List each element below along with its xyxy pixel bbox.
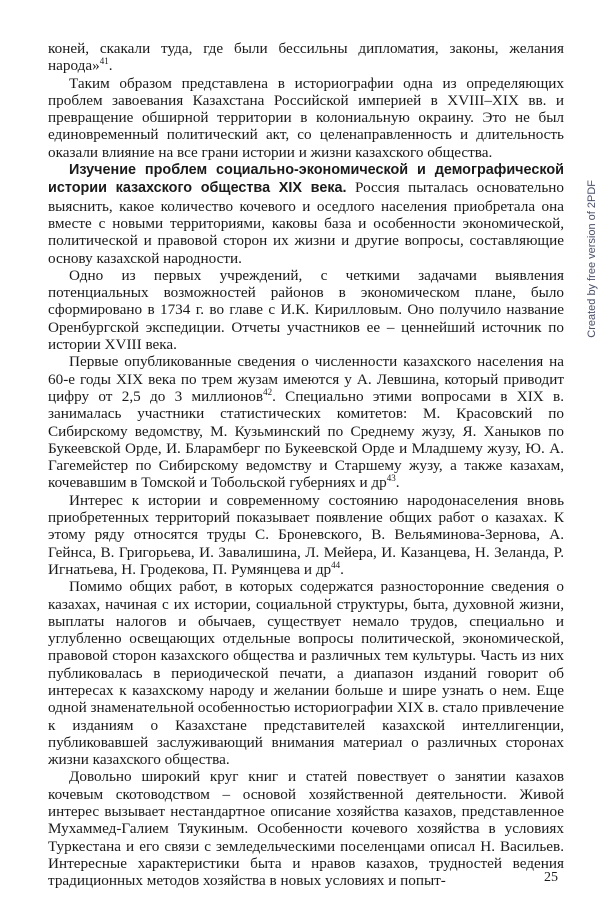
page-body bbox=[48, 40, 564, 890]
watermark-text: Created by free version of 2PDF bbox=[586, 180, 598, 338]
page-number: 25 bbox=[544, 870, 558, 885]
footnote-ref-43[interactable]: 43 bbox=[386, 473, 396, 484]
paragraph-3: Одно из первых учреждений, с четкими задачами выявления потенциальных возможностей районов в экономическом плане, было сформировано в 1734 г. во главе с И.К. Кирилловым. Оно получило название Оренбургской экспедиции. Отчеты участников ее – ценнейший источник по истории XVIII века. bbox=[48, 266, 564, 354]
paragraph-4: Первые опубликованные сведения о численности казахского населения на 60-е годы XIX века по трем жузам имеются у А. Левшина, который приводит цифру от 2,5 до 3 миллионов$^{42}$. Специально этими вопросами в XIX в. занималась участники статистических комитетов: М. Красовский по Сибирскому ведомству, М. Кузьминский по Среднему жузу, Я. Ханыков по Букеевской Орде, И. Бларамберг по Букеевской Орде и Младшему жузу, Ю. А. Гагемейстер по Сибирскому ведомству и Старшему жузу, а также казахам, кочевавшим в Томской и Тобольской губерниях и $др^{43}$. bbox=[48, 353, 564, 492]
paragraph-7: Довольно широкий круг книг и статей повествует о занятии казахов кочевым скотоводством – основой хозяйственной деятельности. Живой интерес вызывает нестандартное описание хозяйства казахов, представленное Мухаммед-Галием Тяукиным. Особенности кочевого хозяйства в условиях Туркестана и его связи с земледельческими поселенцами описал Н. Васильев. Интересные характеристики быта и нравов казахов, трудностей ведения традиционных методов хозяйства в новых условиях и попыт- bbox=[48, 768, 564, 890]
footnote-ref-41[interactable]: 41 bbox=[99, 56, 109, 67]
paragraph-1: Таким образом представлена в историографии одна из определяющих проблем завоевания Казахстана Российской империей в XVIII–XIX вв. и превращение обширной территории в колониальную окраину. Это не был единовременный политический акт, со целенаправленность и длительность оказали влияние на все грани истории и жизни казахского общества. bbox=[48, 74, 564, 161]
footnote-ref-42[interactable]: 42 bbox=[263, 386, 273, 397]
paragraph-5: Интерес к истории и современному состоянию народонаселения вновь приобретенных территорий показывает появление общих работ о казахах. К этому ряду относятся труды С. Броневского, В. Вельяминова-Зернова, А. Гейнса, В. Григорьева, И. Завалишина, Л. Мейера, И. Казанцева, Н. Зеланда, Р. Игнатьева, Н. Гродекова, П. Румянцева и $др^{44}$. bbox=[48, 491, 564, 578]
paragraph-2: Изучение проблем социально-экономической и демографической истории казахского общества XIX века. Россия пыталась основательно выяснить, какое количество кочевого и оседлого населения приобретала она вместе с новыми территориями, каковы база и особенности экономической, политической и правовой сторон их жизни и другие вопросы, составляющие основу казахской народности. bbox=[48, 162, 564, 267]
paragraph-6: Помимо общих работ, в которых содержатся разносторонние сведения о казахах, начиная с их истории, социальной структуры, быта, духовной жизни, выплаты налогов и обычаев, существует немало трудов, специально и углубленно освещающих отдельные вопросы политической, экономической, правовой сторон казахского общества и различных тем культуры. Часть из них публиковалась в периодической печати, а диапазон изданий говорит об интересах к казахскому народу и желании больше и шире узнать о нем. Еще одной знаменательной особенностью историографии XIX в. стало привлечение к изданиям о Казахстане представителей казахской интеллигенции, публиковавшей заслуживающий внимания материал о различных сторонах жизни казахского общества. bbox=[48, 578, 564, 769]
footnote-ref-44[interactable]: 44 bbox=[331, 559, 341, 570]
section-heading: Изучение проблем социально-экономической и демографической истории казахского общества XIX века. bbox=[48, 162, 564, 197]
paragraph-0: коней, скакали туда, где были бессильны дипломатия, законы, желания народа»$^{41}$. bbox=[48, 40, 564, 75]
